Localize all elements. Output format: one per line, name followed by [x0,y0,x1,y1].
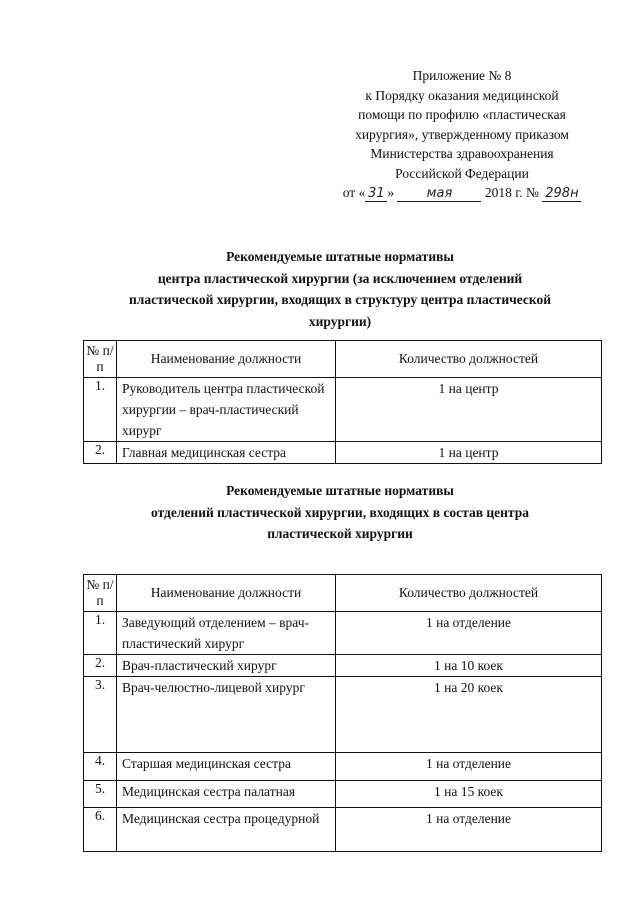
table-row [84,677,602,753]
table-row [84,378,602,442]
header-count: Количество должностей [336,341,602,378]
table-header-row [84,575,602,612]
section2-table [83,574,602,852]
row-count: 1 на 20 коек [336,677,602,753]
row-count: 1 на отделение [336,612,602,655]
row-num: 5. [84,781,117,808]
section1-table [83,340,602,464]
row-position: Врач-челюстно-лицевой хирург [117,677,336,753]
section2-heading [90,480,590,545]
header-num: № п/п [84,575,117,612]
table-row [84,612,602,655]
section2-heading-line: пластической хирургии [267,526,413,541]
date-month-handwritten: мая [397,187,481,202]
row-position: Медицинская сестра палатная [117,781,336,808]
row-position: Главная медицинская сестра [117,442,336,464]
row-num: 1. [84,612,117,655]
row-num: 6. [84,808,117,852]
appendix-line: к Порядку оказания медицинской [365,87,559,103]
header-position: Наименование должности [117,341,336,378]
date-day-handwritten: 31 [365,187,387,202]
row-num: 3. [84,677,117,753]
section2-heading-line: Рекомендуемые штатные нормативы [226,483,454,498]
order-date-line [312,183,612,203]
row-num: 2. [84,442,117,464]
row-position: Руководитель центра пластической хирургии – врач-пластический хирург [117,378,336,442]
row-count: 1 на 15 коек [336,781,602,808]
section1-heading-line: центра пластической хирургии (за исключением отделений [157,270,523,286]
appendix-line: хирургия», утвержденному приказом [355,126,569,142]
table-header-row [84,341,602,378]
appendix-title: Приложение № 8 [412,68,512,83]
header-num: № п/п [84,341,117,378]
appendix-line: Российской Федерации [395,165,529,181]
header-count: Количество должностей [336,575,602,612]
row-count: 1 на центр [336,378,602,442]
row-num: 4. [84,753,117,781]
row-count: 1 на отделение [336,808,602,852]
section1-heading-line: пластической хирургии, входящих в структуру центра пластической [129,292,551,307]
date-prefix: от « [342,185,366,200]
row-position: Врач-пластический хирург [117,655,336,677]
row-position: Старшая медицинская сестра [117,753,336,781]
appendix-line: Министерства здравоохранения [370,146,554,161]
section1-heading-line: хирургии) [308,313,372,329]
date-year: 2018 г. № [484,185,539,200]
header-position: Наименование должности [117,575,336,612]
section1-heading-line: Рекомендуемые штатные нормативы [226,249,454,264]
appendix-line: помощи по профилю «пластическая [358,107,566,122]
table-row [84,655,602,677]
row-count: 1 на отделение [336,753,602,781]
section1-heading [90,246,590,332]
table-row [84,753,602,781]
table-row [84,442,602,464]
row-position: Заведующий отделением – врач-пластический хирург [117,612,336,655]
row-num: 1. [84,378,117,442]
order-number-handwritten: 298н [542,187,581,202]
row-count: 1 на центр [336,442,602,464]
appendix-header [312,66,612,203]
section2-heading-line: отделений пластической хирургии, входящих в состав центра [151,504,529,520]
table-row [84,808,602,852]
row-num: 2. [84,655,117,677]
table-row [84,781,602,808]
date-mid: » [387,185,395,200]
row-count: 1 на 10 коек [336,655,602,677]
row-position: Медицинская сестра процедурной [117,808,336,852]
